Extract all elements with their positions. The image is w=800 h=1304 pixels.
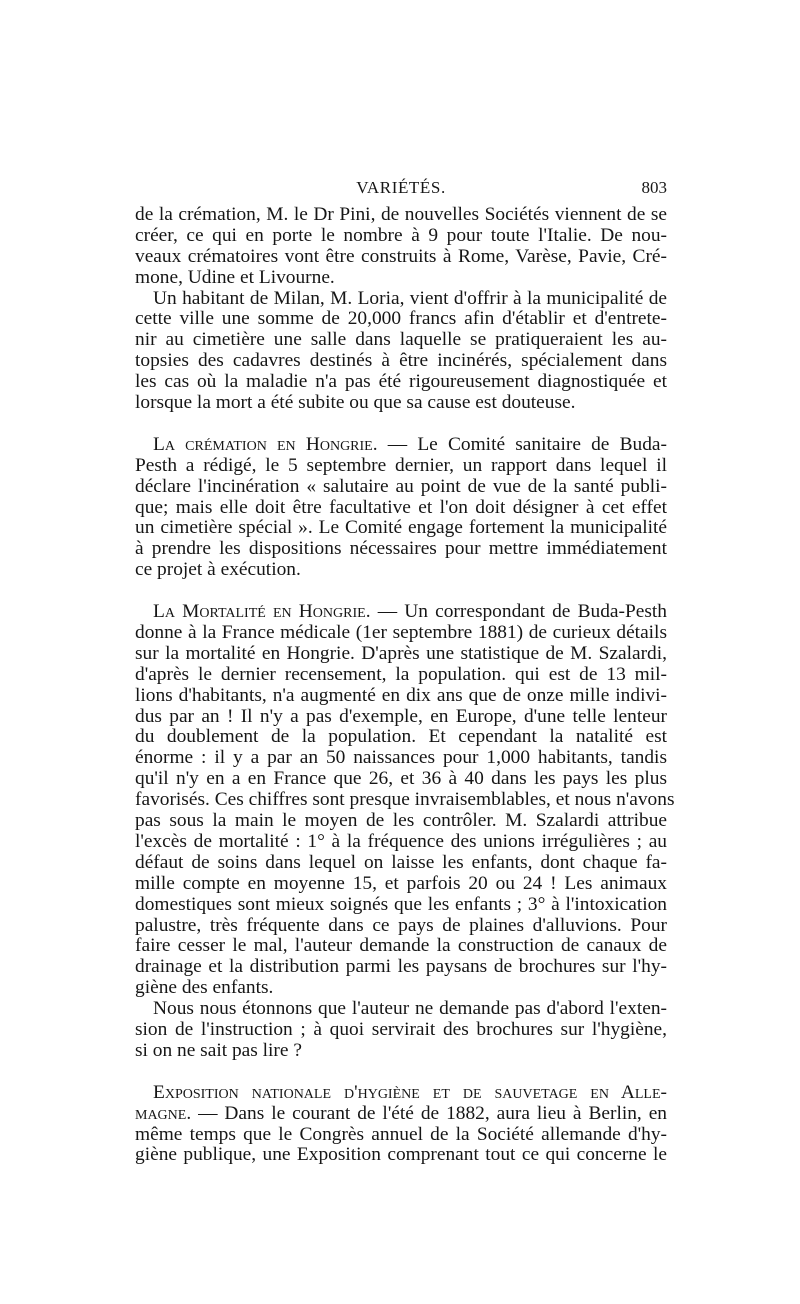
text-line: du doublement de la population. Et cependant la natalité est [135,726,667,748]
text-line: de la crémation, M. le Dr Pini, de nouvelles Sociétés viennent de se [135,204,667,225]
page-header [135,178,667,202]
text-line: un cimetière spécial ». Le Comité engage fortement la municipalité [135,517,667,539]
section-heading: Exposition nationale d'hygiène et de sauvetage en Alle- [153,1081,667,1103]
text-line: si on ne sait pas lire ? [135,1039,302,1061]
text-line: les cas où la maladie n'a pas été rigoureusement diagnostiquée et [135,371,667,393]
text-line: ce projet à exécution. [135,559,301,581]
text-line [135,1083,667,1104]
text-line: Nous nous étonnons que l'auteur ne demande pas d'abord l'exten- [153,998,667,1020]
running-title: VARIÉTÉS. [356,178,446,197]
text-line: même temps que le Congrès annuel de la Société allemande d'hy- [135,1123,667,1145]
text-line: mone, Udine et Livourne. [135,266,335,288]
text-line: palustre, très fréquente dans ce pays de plaines d'alluvions. Pour [135,914,667,936]
text-line: sur la mortalité en Hongrie. D'après une statistique de M. Szalardi, [135,642,667,664]
text-line: l'excès de mortalité : 1° à la fréquence des unions irrégulières ; au [135,830,667,852]
text-line: sion de l'instruction ; à quoi servirait des brochures sur l'hygiène, [135,1018,667,1040]
text-line: topsies des cadavres destinés à être incinérés, spécialement dans [135,350,667,372]
text-line: qu'il n'y en a en France que 26, et 36 à 40 dans les pays les plus [135,768,667,790]
text-line: dus par an ! Il n'y a pas d'exemple, en Europe, d'une telle lenteur [135,705,667,727]
text-line: nir au cimetière une salle dans laquelle se pratiqueraient les au- [135,329,667,351]
text-line: mille compte en moyenne 15, et parfois 20 ou 24 ! Les animaux [135,872,667,894]
text-line: domestiques sont mieux soignés que les enfants ; 3° à l'intoxication [135,893,667,915]
text-line: créer, ce qui en porte le nombre à 9 pour toute l'Italie. De nou- [135,224,667,246]
section-heading: La Mortalité en Hongrie. [153,601,371,623]
text-line: drainage et la distribution parmi les paysans de brochures sur l'hy- [135,956,667,978]
text-line: à prendre les dispositions nécessaires pour mettre immédiatement [135,538,667,560]
text-line: défaut de soins dans lequel on laisse les enfants, dont chaque fa- [135,851,667,873]
body-text [135,204,675,1166]
text-line: Un habitant de Milan, M. Loria, vient d'offrir à la municipalité de [153,287,667,309]
paragraph-section [135,435,667,581]
text-line: La crémation en Hongrie. — Le Comité sanitaire de Buda- [153,433,667,455]
text-line: lorsque la mort a été subite ou que sa cause est douteuse. [135,392,576,414]
text-line: énorme : il y a par an 50 naissances pour 1,000 habitants, tandis [135,747,667,769]
text-line: lions d'habitants, n'a augmenté en dix ans que de onze mille indivi- [135,684,667,706]
paragraph-section [135,205,667,414]
text-line: veaux crématoires vont être construits à Rome, Varèse, Pavie, Cré- [135,245,667,267]
paragraph-section [135,601,675,1062]
text-line: déclare l'incinération « salutaire au point de vue de la santé publi- [135,475,667,497]
text-line: faire cesser le mal, l'auteur demande la construction de canaux de [135,935,667,957]
text-line: cette ville une somme de 20,000 francs afin d'établir et d'entrete- [135,308,667,330]
text-line: magne. — Dans le courant de l'été de 1882, aura lieu à Berlin, en [135,1102,667,1124]
section-heading: La crémation en Hongrie. [153,433,378,455]
page-number: 803 [641,178,667,197]
paragraph-section [135,1083,667,1167]
text-line: d'après le dernier recensement, la population. qui est de 13 mil- [135,663,667,685]
text-line: La Mortalité en Hongrie. — Un correspondant de Buda-Pesth [153,601,667,623]
text-line: Pesth a rédigé, le 5 septembre dernier, un rapport dans lequel il [135,454,667,476]
text-line: donne à la France médicale (1er septembre 1881) de curieux détails [135,622,667,644]
text-line: giène des enfants. [135,977,274,999]
section-heading-continued: magne. [135,1102,192,1124]
text-line: giène publique, une Exposition comprenant tout ce qui concerne le [135,1144,667,1166]
text-line: favorisés. Ces chiffres sont presque invraisemblables, et nous n'avons [135,789,675,811]
text-line: pas sous la main le moyen de les contrôler. M. Szalardi attribue [135,810,667,832]
text-line: que; mais elle doit être facultative et l'on doit désigner à cet effet [135,496,667,518]
